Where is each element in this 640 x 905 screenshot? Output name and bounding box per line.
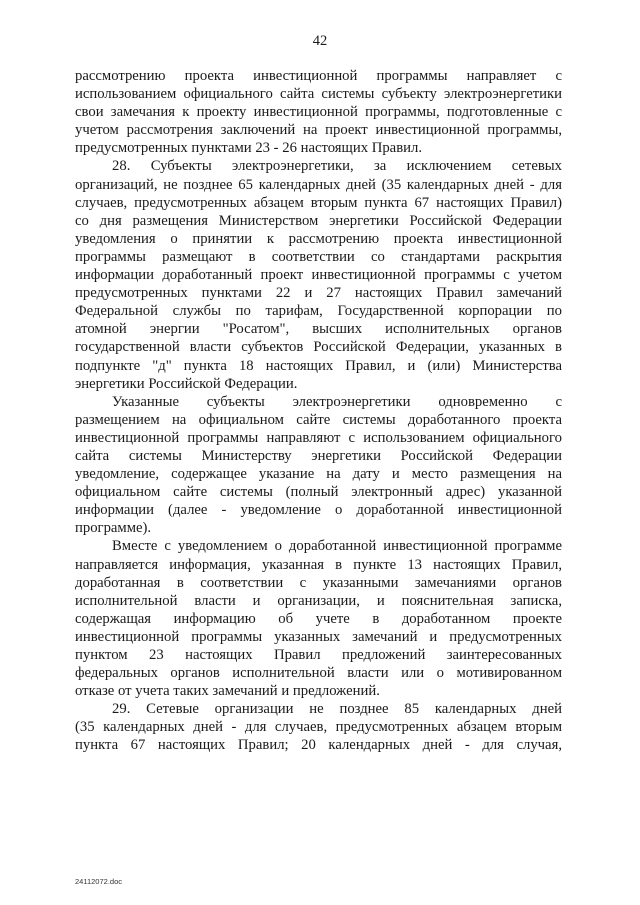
text-line: сайта системы Министерству энергетики Российской Федерации <box>75 447 562 464</box>
document-body <box>75 67 562 755</box>
page-number: 42 <box>312 33 328 49</box>
text-line: уведомление, содержащее указание на дату и место размещения на <box>75 466 562 483</box>
text-line: официальном сайте системы (полный электронный адрес) указанной <box>75 484 562 501</box>
text-line: подпункте "д" пункта 18 настоящих Правил, и (или) Министерства <box>75 357 562 374</box>
text-line: направляется информация, указанная в пункте 13 настоящих Правил, <box>75 556 562 573</box>
text-line: организаций, не позднее 65 календарных дней (35 календарных дней - для <box>75 176 562 193</box>
text-line: размещением на официальном сайте системы доработанного проекта <box>75 411 562 428</box>
text-line: инвестиционной программы направляют с использованием официального <box>75 429 562 446</box>
text-line: рассмотрению проекта инвестиционной программы направляет с <box>75 68 562 84</box>
text-line: использованием официального сайта системы субъекту электроэнергетики <box>75 86 562 103</box>
text-line: учетом рассмотрения заключений на проект инвестиционной программы, <box>75 122 562 139</box>
text-line: Федеральной службы по тарифам, Государственной корпорации по <box>75 303 562 320</box>
text-line: государственной власти субъектов Российской Федерации, указанных в <box>75 339 562 356</box>
text-line: доработанная в соответствии с указанными замечаниями органов <box>75 574 562 591</box>
text-line: предусмотренных пунктами 23 - 26 настоящих Правил. <box>75 140 422 157</box>
paragraph-28 <box>75 157 562 392</box>
paragraph-28-enclosures <box>75 537 562 700</box>
text-line: информации доработанный проект инвестиционной программы с учетом <box>75 267 562 284</box>
document-file-code: 24112072.doc <box>75 877 122 886</box>
text-line: инвестиционной программы указанных замечаний и предусмотренных <box>75 628 562 645</box>
text-line: 29. Сетевые организации не позднее 85 календарных дней <box>112 701 562 718</box>
text-line: содержащая информацию об учете в доработанном проекте <box>75 610 562 627</box>
text-line: пунктом 23 настоящих Правил предложений заинтересованных <box>75 647 562 663</box>
paragraph-29 <box>75 700 562 754</box>
text-line: федеральных органов исполнительной власти или о мотивированном <box>75 665 562 682</box>
text-line: уведомления о принятии к рассмотрению проекта инвестиционной <box>75 230 562 247</box>
text-line: программе). <box>75 520 152 537</box>
paragraph-28-notification <box>75 393 562 538</box>
text-line: атомной энергии "Росатом", высших исполнительных органов <box>75 321 562 338</box>
text-line: свои замечания к проекту инвестиционной программы, подготовленные с <box>75 104 562 121</box>
text-line: со дня размещения Министерством энергетики Российской Федерации <box>75 212 562 229</box>
text-line: энергетики Российской Федерации. <box>75 375 298 392</box>
paragraph-continued <box>75 67 562 157</box>
text-line: отказе от учета таких замечаний и предложений. <box>75 683 380 700</box>
text-line: Вместе с уведомлением о доработанной инвестиционной программе <box>112 538 562 555</box>
text-line: программы размещают в соответствии со стандартами раскрытия <box>75 248 562 265</box>
text-line: исполнительной власти и организации, и пояснительная записка, <box>75 592 562 609</box>
text-line: 28. Субъекты электроэнергетики, за исключением сетевых <box>112 158 562 175</box>
text-line: информации (далее - уведомление о доработанной инвестиционной <box>75 502 562 519</box>
text-line: предусмотренных пунктами 22 и 27 настоящих Правил замечаний <box>75 285 562 302</box>
text-line: пункта 67 настоящих Правил; 20 календарных дней - для случая, <box>75 737 562 754</box>
text-line: случаев, предусмотренных абзацем вторым пункта 67 настоящих Правил) <box>75 194 562 211</box>
text-line: (35 календарных дней - для случаев, предусмотренных абзацем вторым <box>75 719 562 736</box>
text-line: Указанные субъекты электроэнергетики одновременно с <box>112 393 562 410</box>
